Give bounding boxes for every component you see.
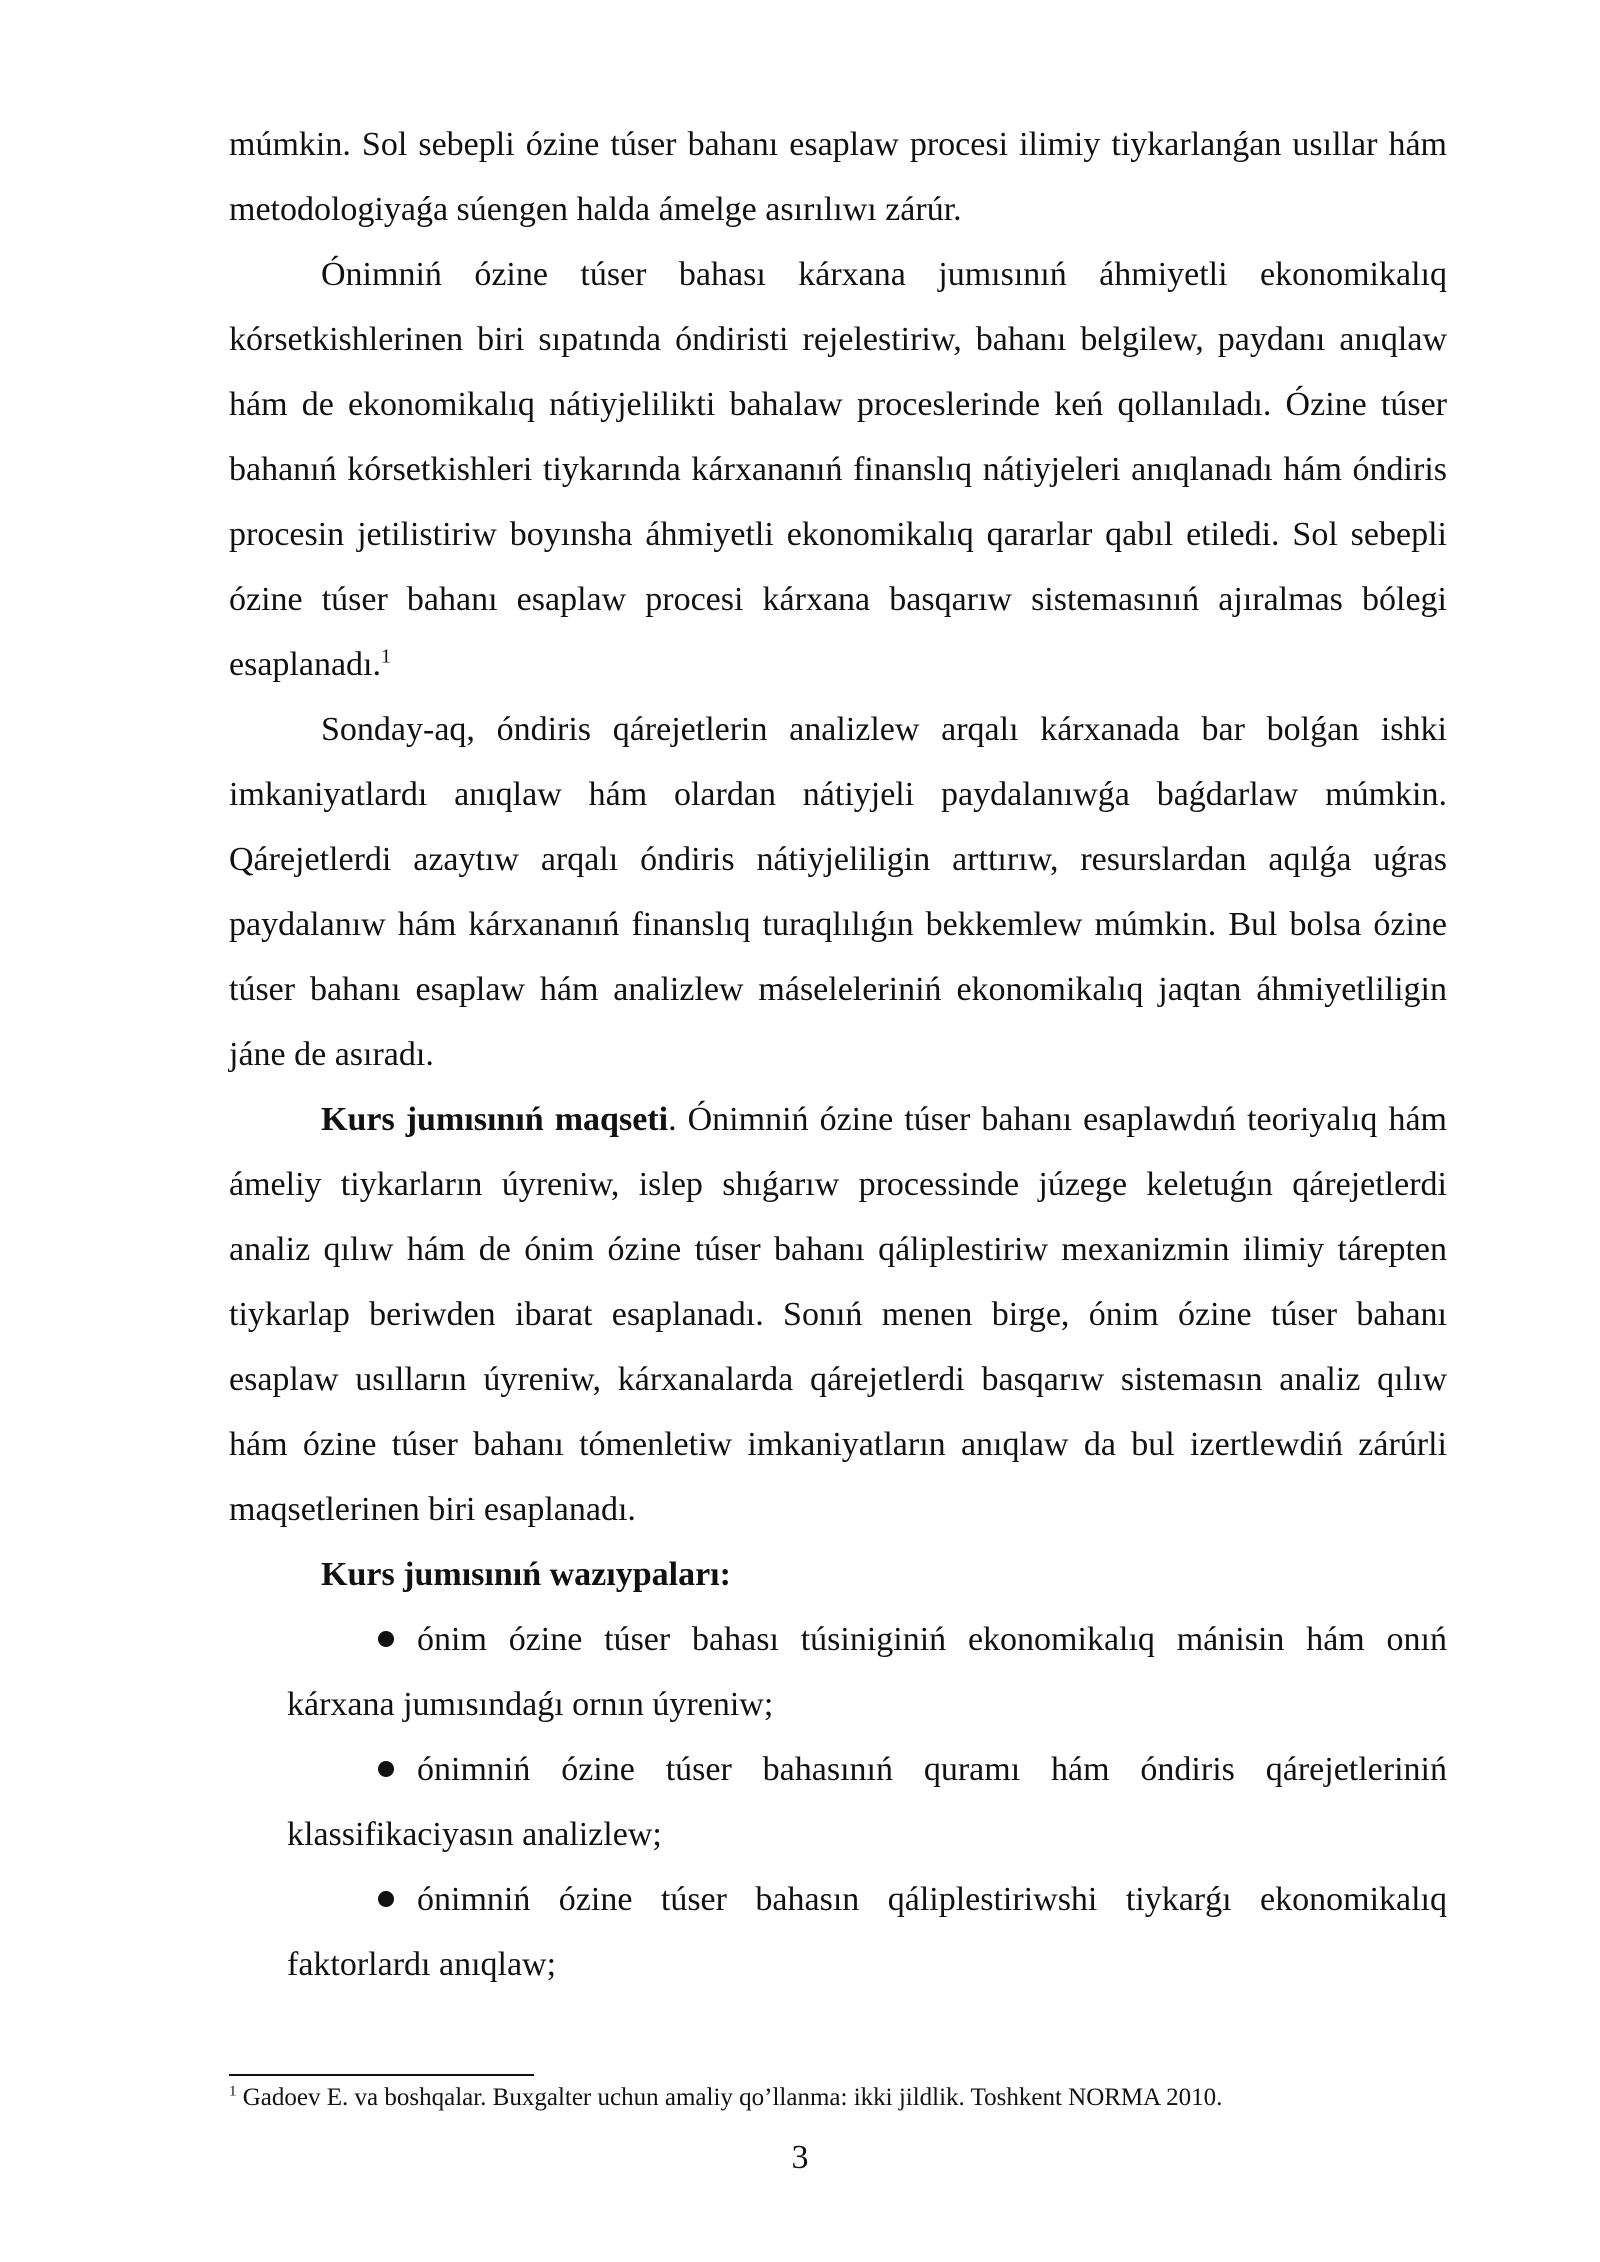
footnote — [229, 2083, 1447, 2113]
list-item — [287, 1607, 1447, 1737]
list-item-text: ónimniń ózine túser bahasınıń quramı hám óndiris qárejetleriniń klassifikaciyasın analizlew; — [287, 1751, 1447, 1853]
paragraph-cost-importance — [229, 242, 1447, 697]
paragraph-cost-analysis: Sonday-aq, óndiris qárejetlerin analizlew arqalı kárxanada bar bolǵan ishki imkaniyatlardı anıqlaw hám olardan nátiyjeli paydalanıwǵa baǵdarlaw múmkin. Qárejetlerdi azaytıw arqalı óndiris nátiyjeliligin arttırıw, resurslardan aqılǵa uǵras paydalanıw hám kárxananıń finanslıq turaqlılıǵın bekkemlew múmkin. Bul bolsa ózine túser bahanı esaplaw hám analizlew máseleleriniń ekonomikalıq jaqtan áhmiyetliligin jáne de asıradı. — [229, 711, 1447, 1073]
list-item-text: ónim ózine túser bahası túsiniginiń ekonomikalıq mánisin hám onıń kárxana jumısındaǵı ornın úyreniw; — [287, 1621, 1447, 1723]
bullet-icon — [378, 1631, 394, 1647]
bullet-icon — [378, 1891, 394, 1907]
list-item-text: ónimniń ózine túser bahasın qáliplestiriwshi tiykarǵı ekonomikalıq faktorlardı anıqlaw; — [287, 1881, 1447, 1983]
paragraph-course-goal — [229, 1087, 1447, 1542]
document-body — [229, 112, 1447, 1997]
list-item — [287, 1867, 1447, 1997]
footnote-reference: 1 — [381, 645, 391, 668]
bullet-icon — [378, 1761, 394, 1777]
list-item — [287, 1737, 1447, 1867]
footnote-marker: 1 — [229, 2083, 237, 2100]
course-goal-text: . Ónimniń ózine túser bahanı esaplawdıń teoriyalıq hám ámeliy tiykarların úyreniw, islep shıǵarıw processinde júzege keletuǵın qárejetlerdi analiz qılıw hám de ónim ózine túser bahanı qáliplestiriw mexanizmin ilimiy tárepten tiykarlap beriwden ibarat esaplanadı. Sonıń menen birge, ónim ózine túser bahanı esaplaw usılların úyreniw, kárxanalarda qárejetlerdi basqarıw sistemasın analiz qılıw hám ózine túser bahanı tómenletiw imkaniyatların anıqlaw da bul izertlewdiń zárúrli maqsetlerinen biri esaplanadı. — [229, 1101, 1447, 1528]
paragraph-text: Ónimniń ózine túser bahası kárxana jumısınıń áhmiyetli ekonomikalıq kórsetkishlerinen biri sıpatında óndiristi rejelestiriw, bahanı belgilew, paydanı anıqlaw hám de ekonomikalıq nátiyjelilikti bahalaw proceslerinde keń qollanıladı. Ózine túser bahanıń kórsetkishleri tiykarında kárxananıń finanslıq nátiyjeleri anıqlanadı hám óndiris procesin jetilistiriw boyınsha áhmiyetli ekonomikalıq qararlar qabıl etiledi. Sol sebepli ózine túser bahanı esaplaw procesi kárxana basqarıw sistemasınıń ajıralmas bólegi esaplanadı. — [229, 256, 1447, 683]
paragraph-continuation: múmkin. Sol sebepli ózine túser bahanı esaplaw procesi ilimiy tiykarlanǵan usıllar hám metodologiyaǵa súengen halda ámelge asırılıwı zárúr. — [229, 126, 1447, 228]
footnote-separator — [229, 2074, 534, 2076]
page-number: 3 — [791, 2139, 809, 2176]
tasks-heading: Kurs jumısınıń wazıypaları: — [321, 1556, 731, 1593]
course-goal-heading: Kurs jumısınıń maqseti — [321, 1101, 669, 1138]
footnote-text: Gadoev E. va boshqalar. Buxgalter uchun amaliy qo’llanma: ikki jildlik. Toshkent NORMA 2010. — [236, 2084, 1223, 2111]
